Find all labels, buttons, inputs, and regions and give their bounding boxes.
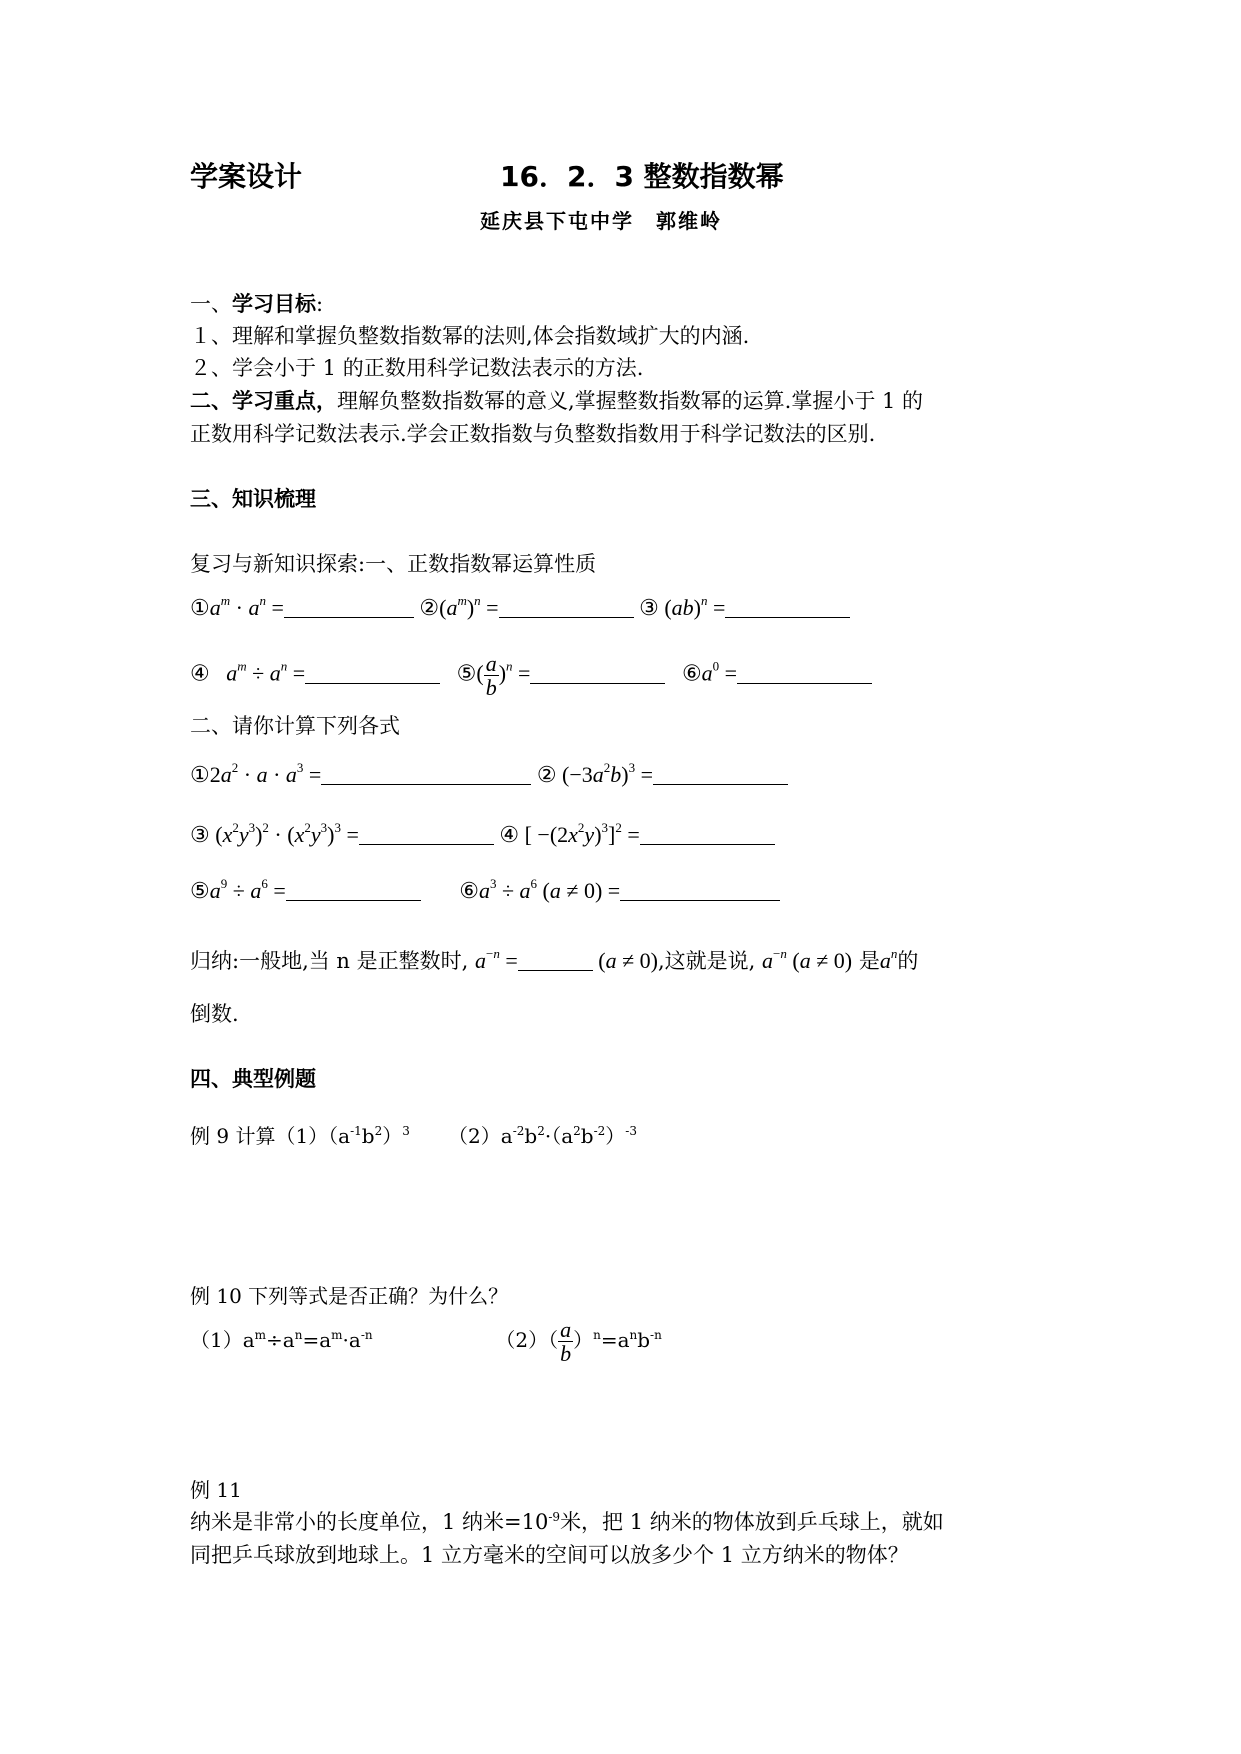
calc-mark-5: ⑤: [190, 878, 210, 903]
calc-mark-3: ③: [190, 822, 210, 847]
section1-heading: [190, 288, 323, 318]
answer-blank[interactable]: [305, 663, 440, 684]
summary-line-1: 归纳:一般地,当 n 是正整数时, $a^{-n} = (a \ne 0)$,这就是说, $a^{-n}$ (a ≠ 0) 是$a^n$的: [190, 946, 919, 973]
summary-formula: $a^{-n} = (a \ne 0)$: [475, 946, 658, 973]
answer-blank[interactable]: [321, 764, 531, 785]
answer-blank[interactable]: [737, 663, 872, 684]
answer-blank[interactable]: [286, 880, 421, 901]
example-11-text-a: 纳米是非常小的长度单位，1 纳米=10: [190, 1510, 549, 1534]
goal-item-2: ２、学会小于 1 的正数用科学记数法表示的方法.: [190, 356, 644, 380]
properties-row-1: $①a^m \cdot a^n$ = $②(a^m)^n$ = ③ (ab)$^n$ =: [190, 595, 850, 621]
calc-row-1: $①2a^2 \cdot a \cdot a^3$ = ② $(-3a^2b)^3$ =: [190, 762, 788, 788]
answer-blank[interactable]: [725, 597, 850, 618]
section1-heading-text: 学习目标: [232, 292, 316, 316]
summary-mid: ,这就是说,: [658, 949, 756, 973]
answer-blank[interactable]: [518, 950, 593, 971]
section2-heading: 二、学习重点，: [190, 389, 337, 413]
answer-blank[interactable]: [499, 597, 634, 618]
prop-mark-3: ③: [639, 595, 659, 620]
section3-heading: 三、知识梳理: [190, 487, 316, 511]
calc-mark-4: ④: [499, 822, 520, 847]
section2-text1: 理解负整数指数幂的意义,掌握整数指数幂的运算.掌握小于 1 的: [337, 389, 924, 413]
section4-heading: 四、典型例题: [190, 1067, 316, 1091]
example-11-label: 例 11: [190, 1478, 242, 1502]
compute-heading: 二、请你计算下列各式: [190, 714, 400, 738]
calc-mark-6: ⑥: [459, 878, 479, 903]
example-11-line-1: 纳米是非常小的长度单位，1 纳米$=10^{-9}$米，把 1 纳米的物体放到乒乓球上，就如: [190, 1510, 944, 1534]
section1-heading-colon: :: [316, 292, 324, 316]
calc-mark-1: ①: [190, 762, 210, 787]
summary-formula-2: $a^{-n}$ (a ≠ 0): [762, 946, 853, 973]
example-11-text-b: 米，把 1 纳米的物体放到乒乓球上，就如: [560, 1510, 944, 1534]
answer-blank[interactable]: [640, 824, 775, 845]
prop-mark-1: ①: [190, 595, 210, 620]
calc-row-3: $⑤a^9 \div a^6$ = $⑥a^3 \div a^6$ (a ≠ 0) =: [190, 878, 780, 904]
fraction-a-over-b: $\frac{a}{b}$: [485, 651, 497, 701]
prop-mark-6: ⑥: [681, 660, 702, 686]
answer-blank[interactable]: [530, 663, 665, 684]
example-11-line-2: 同把乒乓球放到地球上。1 立方毫米的空间可以放多少个 1 立方纳米的物体？: [190, 1543, 909, 1567]
doc-label: 学案设计: [190, 160, 303, 193]
summary-end: 是: [858, 949, 880, 973]
example-9: 例 9 计算$(1)(a^{-1}b^2)^3$ $(2)a^{-2}b^2\cdot(a^2b^{-2})^{-3}$: [190, 1124, 637, 1148]
doc-author: 延庆县下屯中学 郭维岭: [480, 209, 722, 233]
properties-row-2: ④ $a^m \div a^n$ = ⑤( $\frac{a}{b}$ )$^n$ = $⑥a^0$ =: [190, 652, 872, 699]
doc-title: 16．2．3 整数指数幂: [500, 160, 784, 193]
section2-line2: 正数用科学记数法表示.学会正数指数与负整数指数用于科学记数法的区别.: [190, 422, 876, 446]
summary-line-2: 倒数.: [190, 1002, 239, 1026]
answer-blank[interactable]: [359, 824, 494, 845]
summary-prefix: 归纳:一般地,当 n 是正整数时,: [190, 949, 469, 973]
section1-heading-num: 一、: [190, 292, 232, 316]
review-line: 复习与新知识探索:一、正数指数幂运算性质: [190, 552, 597, 576]
answer-blank[interactable]: [284, 597, 414, 618]
prop-mark-2: ②: [419, 595, 440, 620]
fraction-a-over-b: $\frac{a}{b}$: [560, 1317, 572, 1367]
prop-mark-5: ⑤: [456, 660, 477, 686]
answer-blank[interactable]: [620, 880, 780, 901]
example-10-parts: $(1)a^m\div a^n=a^m\cdot a^{-n}$ （2）（ $\frac{a}{b}$ ）$^n=a^nb^{-n}$: [190, 1317, 662, 1367]
answer-blank[interactable]: [653, 764, 788, 785]
section2-line1: [190, 385, 923, 415]
example-9-label: 例 9 计算（1）（a: [190, 1124, 351, 1148]
calc-row-2: ③ $(x^2y^3)^2 \cdot (x^2y^3)^3$ = ④ [ $-(2x^2y)^3]^2$ =: [190, 822, 775, 848]
prop-mark-4: ④: [190, 660, 210, 686]
calc-mark-2: ②: [536, 762, 557, 787]
goal-item-1: １、理解和掌握负整数指数幂的法则,体会指数域扩大的内涵.: [190, 324, 750, 348]
example-10-label: 例 10 下列等式是否正确？为什么？: [190, 1284, 509, 1308]
summary-suffix: 的: [897, 949, 919, 973]
